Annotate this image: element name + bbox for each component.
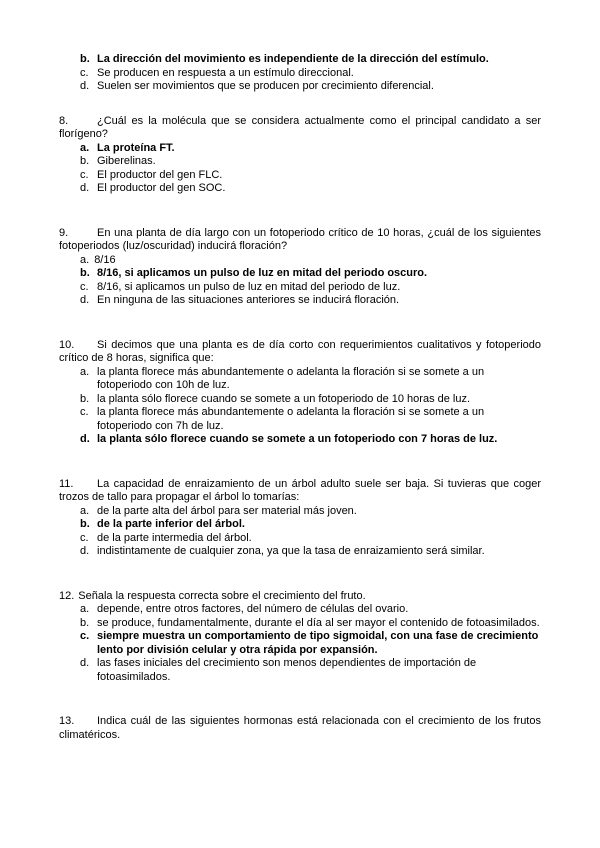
option-row xyxy=(80,393,541,407)
option-row xyxy=(80,294,541,308)
option-text: 8/16, si aplicamos un pulso de luz en mitad del periodo de luz. xyxy=(97,280,401,293)
option-text: 8/16, si aplicamos un pulso de luz en mitad del periodo oscuro. xyxy=(97,267,428,279)
question-block xyxy=(59,115,541,196)
option-text: siempre muestra un comportamiento de tipo sigmoidal, con una fase de crecimiento lento por división celular y otra rápida por expansión. xyxy=(97,630,539,656)
option-row xyxy=(80,630,541,657)
option-letter: b. xyxy=(80,616,90,629)
option-letter: a. xyxy=(80,141,90,154)
option-letter: b. xyxy=(80,155,90,167)
question-block xyxy=(59,339,541,447)
option-row xyxy=(80,267,541,281)
option-row xyxy=(80,545,541,559)
question-number: 13. xyxy=(59,715,75,727)
option-text: la planta sólo florece cuando se somete a un fotoperiodo con 7 horas de luz. xyxy=(97,433,498,445)
option-text: Giberelinas. xyxy=(97,155,156,167)
option-letter: c. xyxy=(80,406,89,418)
option-text: En ninguna de las situaciones anteriores se inducirá floración. xyxy=(97,294,400,306)
option-row xyxy=(80,433,541,447)
option-text: la planta florece más abundantemente o adelanta la floración si se somete a un fotoperiodo con 7h de luz. xyxy=(97,406,485,432)
option-row xyxy=(80,67,541,81)
option-text: El productor del gen FLC. xyxy=(97,168,223,181)
option-text: la planta florece más abundantemente o adelanta la floración si se somete a un fotoperiodo con 10h de luz. xyxy=(97,365,485,391)
question-intro-text: En una planta de día largo con un fotoperiodo crítico de 10 horas, ¿cuál de los siguientes fotoperiodos (luz/oscuridad) inducirá floración? xyxy=(59,226,541,252)
option-text: El productor del gen SOC. xyxy=(97,182,226,194)
option-row xyxy=(80,142,541,156)
option-row xyxy=(80,617,541,631)
option-row xyxy=(80,657,541,684)
option-text: 8/16 xyxy=(94,253,116,266)
option-letter: a. xyxy=(80,253,90,266)
option-letter: a. xyxy=(80,504,90,517)
option-row xyxy=(80,169,541,183)
option-text: indistintamente de cualquier zona, ya que la tasa de enraizamiento será similar. xyxy=(97,545,485,557)
option-letter: d. xyxy=(80,545,90,557)
question-number: 11. xyxy=(59,477,74,490)
option-text: depende, entre otros factores, del número de células del ovario. xyxy=(97,603,409,615)
option-row xyxy=(80,53,541,67)
option-letter: d. xyxy=(80,657,90,669)
option-text: La dirección del movimiento es independiente de la dirección del estímulo. xyxy=(97,53,489,65)
question-text xyxy=(59,339,541,366)
option-letter: d. xyxy=(80,182,90,194)
question-text xyxy=(59,227,541,254)
option-text: la planta sólo florece cuando se somete a un fotoperiodo de 10 horas de luz. xyxy=(97,392,471,405)
option-letter: c. xyxy=(80,66,89,79)
question-intro-text: Si decimos que una planta es de día corto con requerimientos cualitativos y fotoperiodo crítico de 8 horas, significa que: xyxy=(59,338,541,364)
option-letter: c. xyxy=(80,630,90,642)
option-text: se produce, fundamentalmente, durante el día al ser mayor el contenido de fotoasimilados. xyxy=(97,616,540,629)
question-block xyxy=(59,590,541,685)
option-letter: b. xyxy=(80,392,90,405)
option-letter: d. xyxy=(80,80,90,92)
option-row xyxy=(80,182,541,196)
option-text: Suelen ser movimientos que se producen por crecimiento diferencial. xyxy=(97,80,434,92)
option-text: La proteína FT. xyxy=(97,141,175,154)
option-row xyxy=(80,505,541,519)
question-text xyxy=(59,715,541,742)
option-letter: b. xyxy=(80,53,90,65)
option-text: de la parte alta del árbol para ser material más joven. xyxy=(97,504,357,517)
question-block xyxy=(59,53,541,94)
option-row xyxy=(80,518,541,532)
question-text xyxy=(59,115,541,142)
question-block xyxy=(59,715,541,742)
option-text: Se producen en respuesta a un estímulo direccional. xyxy=(97,66,354,79)
option-text: las fases iniciales del crecimiento son menos dependientes de importación de fotoasimilados. xyxy=(97,657,477,683)
option-letter: c. xyxy=(80,280,89,293)
option-row xyxy=(80,80,541,94)
question-block xyxy=(59,227,541,308)
option-row xyxy=(80,254,541,268)
question-text xyxy=(59,478,541,505)
option-text: de la parte intermedia del árbol. xyxy=(97,531,252,544)
question-text xyxy=(59,590,541,604)
option-row xyxy=(80,532,541,546)
option-row xyxy=(80,281,541,295)
option-letter: b. xyxy=(80,518,90,530)
question-number: 8. xyxy=(59,114,69,127)
option-row xyxy=(80,603,541,617)
option-text: de la parte inferior del árbol. xyxy=(97,518,245,530)
question-number: 12. xyxy=(59,589,75,602)
option-row xyxy=(80,155,541,169)
questions-container xyxy=(59,53,541,742)
option-row xyxy=(80,406,541,433)
option-letter: b. xyxy=(80,267,90,279)
option-letter: c. xyxy=(80,531,89,544)
option-letter: c. xyxy=(80,168,89,181)
question-intro-text: ¿Cuál es la molécula que se considera actualmente como el principal candidato a ser florígeno? xyxy=(59,114,541,140)
question-intro-text: La capacidad de enraizamiento de un árbol adulto suele ser baja. Si tuvieras que coger trozos de tallo para propagar el árbol lo tomarías: xyxy=(59,477,541,503)
question-block xyxy=(59,478,541,559)
option-letter: a. xyxy=(80,603,90,615)
question-intro-text: Indica cuál de las siguientes hormonas está relacionada con el crecimiento de los frutos climatéricos. xyxy=(59,715,541,741)
option-letter: d. xyxy=(80,433,90,445)
question-number: 9. xyxy=(59,226,69,239)
question-intro-text: Señala la respuesta correcta sobre el crecimiento del fruto. xyxy=(78,589,366,602)
option-letter: a. xyxy=(80,365,90,378)
option-row xyxy=(80,366,541,393)
question-number: 10. xyxy=(59,338,75,351)
option-letter: d. xyxy=(80,294,90,306)
